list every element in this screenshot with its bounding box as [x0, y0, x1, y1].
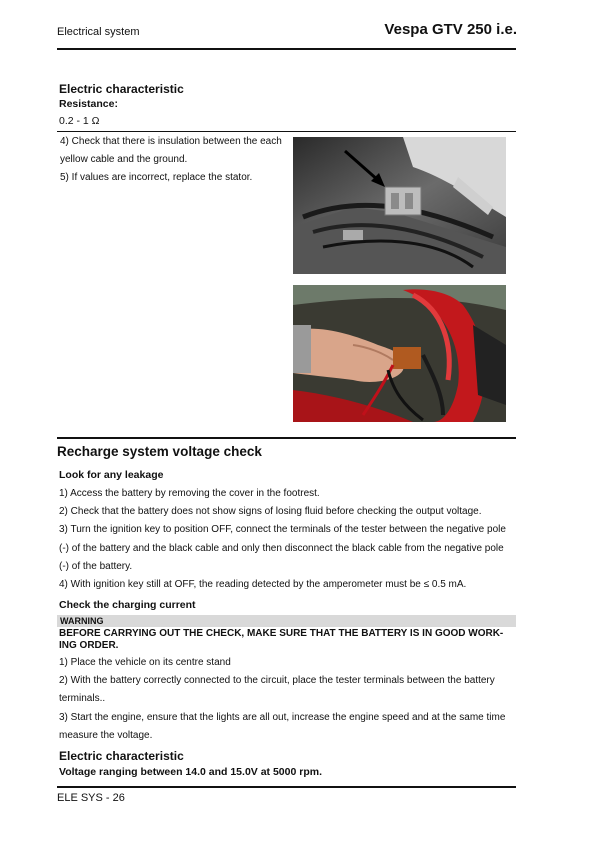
leak-heading: Look for any leakage: [59, 469, 164, 481]
step-4b: yellow cable and the ground.: [60, 154, 188, 165]
leak-line-4: (-) of the battery and the black cable and only then disconnect the black cable from the negative pole: [59, 543, 504, 554]
tester-photo: [293, 285, 506, 422]
charge-line-4: 3) Start the engine, ensure that the lights are all out, increase the engine speed and at the same time: [59, 712, 506, 723]
footer-rule: [57, 786, 516, 788]
charge-line-2: 2) With the battery correctly connected to the circuit, place the tester terminals between the battery: [59, 675, 495, 686]
header-section: Electrical system: [57, 26, 140, 38]
connector-photo: [293, 137, 506, 274]
resistance-label: Resistance:: [59, 98, 118, 110]
step-5: 5) If values are incorrect, replace the stator.: [60, 172, 253, 183]
section-title: Recharge system voltage check: [57, 444, 262, 459]
warning-label: WARNING: [57, 615, 516, 627]
resistance-value: 0.2 - 1 Ω: [59, 115, 100, 127]
char-heading: Electric characteristic: [59, 749, 184, 763]
leak-line-3: 3) Turn the ignition key to position OFF, connect the terminals of the tester between the negative pole: [59, 524, 506, 535]
leak-line-2: 2) Check that the battery does not show signs of losing fluid before checking the output voltage.: [59, 506, 482, 517]
top-heading: Electric characteristic: [59, 82, 184, 96]
charge-line-1: 1) Place the vehicle on its centre stand: [59, 657, 231, 668]
charge-line-5: measure the voltage.: [59, 730, 153, 741]
leak-line-1: 1) Access the battery by removing the cover in the footrest.: [59, 488, 320, 499]
warning-text-1: BEFORE CARRYING OUT THE CHECK, MAKE SURE THAT THE BATTERY IS IN GOOD WORK-: [59, 628, 504, 639]
char-value: Voltage ranging between 14.0 and 15.0V at 5000 rpm.: [59, 766, 322, 778]
leak-line-5: (-) of the battery.: [59, 561, 133, 572]
header-model: Vespa GTV 250 i.e.: [384, 21, 517, 38]
leak-line-6: 4) With ignition key still at OFF, the reading detected by the amperometer must be ≤ 0.5 mA.: [59, 579, 467, 590]
section-rule: [57, 437, 516, 439]
page-number: ELE SYS - 26: [57, 792, 125, 804]
header-rule: [57, 48, 516, 50]
charge-line-3: terminals..: [59, 693, 106, 704]
top-rule: [57, 131, 516, 132]
step-4a: 4) Check that there is insulation between the each: [60, 136, 282, 147]
charge-heading: Check the charging current: [59, 599, 196, 611]
warning-text-2: ING ORDER.: [59, 640, 119, 651]
